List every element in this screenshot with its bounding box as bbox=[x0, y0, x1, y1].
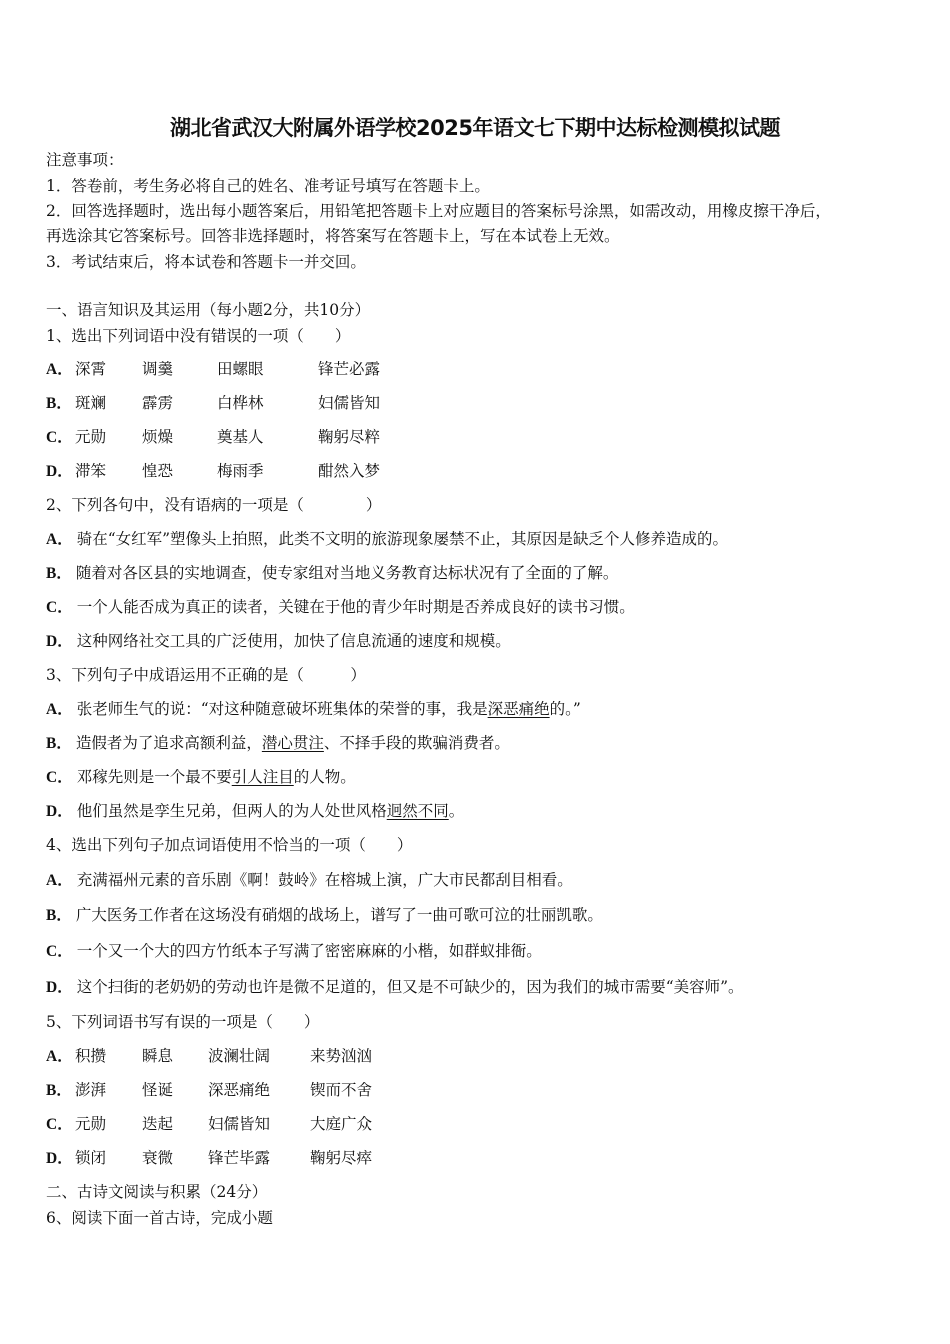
option-label: B． bbox=[46, 395, 72, 412]
option-b bbox=[46, 393, 381, 414]
option-word: 妇儒皆知 bbox=[318, 394, 381, 412]
question-stem: 3、下列句子中成语运用不正确的是（ ） bbox=[46, 666, 366, 684]
option-b bbox=[46, 563, 618, 584]
option-word: 大庭广众 bbox=[310, 1115, 373, 1133]
option-text: 充满福州元素的音乐剧《啊！鼓岭》在榕城上演，广大市民都刮目相看。 bbox=[76, 871, 573, 889]
option-b bbox=[46, 1080, 373, 1101]
option-label: C． bbox=[46, 943, 73, 960]
option-text: 广大医务工作者在这场没有硝烟的战场上，谱写了一曲可歌可泣的壮丽凯歌。 bbox=[75, 906, 603, 924]
option-d bbox=[46, 631, 511, 652]
option-label: B． bbox=[46, 565, 72, 582]
option-d bbox=[46, 1148, 373, 1169]
question-stem: 4、选出下列句子加点词语使用不恰当的一项（ ） bbox=[46, 836, 413, 854]
option-label: A． bbox=[46, 531, 73, 548]
option-label: C． bbox=[46, 769, 73, 786]
option-label: A． bbox=[46, 872, 73, 889]
notice-line: 再选涂其它答案标号。回答非选择题时，将答案写在答题卡上，写在本试卷上无效。 bbox=[46, 227, 620, 245]
option-word: 锋芒必露 bbox=[318, 360, 381, 378]
page-title: 湖北省武汉大附属外语学校2025年语文七下期中达标检测模拟试题 bbox=[170, 116, 780, 140]
option-b bbox=[46, 733, 510, 754]
underlined-idiom: 潜心贯注 bbox=[261, 734, 324, 752]
option-text: 造假者为了追求高额利益， bbox=[75, 734, 262, 752]
option-a bbox=[46, 359, 381, 380]
option-word: 怪诞 bbox=[142, 1081, 174, 1099]
option-label: B． bbox=[46, 735, 72, 752]
option-word: 波澜壮阔 bbox=[208, 1047, 271, 1065]
question-stem: 1、选出下列词语中没有错误的一项（ ） bbox=[46, 327, 351, 345]
option-word: 霹雳 bbox=[142, 394, 174, 412]
option-text: 这个扫街的老奶奶的劳动也许是微不足道的，但又是不可缺少的，因为我们的城市需要“美容师”。 bbox=[76, 978, 744, 996]
option-text: 、不择手段的欺骗消费者。 bbox=[323, 734, 510, 752]
option-label: D． bbox=[46, 633, 73, 650]
option-word: 深恶痛绝 bbox=[208, 1081, 271, 1099]
option-word: 奠基人 bbox=[217, 428, 264, 446]
option-word: 田螺眼 bbox=[217, 360, 264, 378]
option-word: 斑斓 bbox=[75, 394, 107, 412]
notice-line: 2．回答选择题时，选出每小题答案后，用铅笔把答题卡上对应题目的答案标号涂黑，如需改动，用橡皮擦干净后， bbox=[46, 202, 831, 220]
option-text: 邓稼先则是一个最不要 bbox=[76, 768, 232, 786]
question-stem: 5、下列词语书写有误的一项是（ ） bbox=[46, 1013, 320, 1031]
option-text: 的。” bbox=[549, 700, 581, 718]
underlined-idiom: 引人注目 bbox=[231, 768, 294, 786]
option-word: 锋芒毕露 bbox=[208, 1149, 271, 1167]
option-word: 鞠躬尽瘁 bbox=[310, 1149, 373, 1167]
notice-line: 1．答卷前，考生务必将自己的姓名、准考证号填写在答题卡上。 bbox=[46, 177, 490, 195]
option-word: 积攒 bbox=[75, 1047, 107, 1065]
option-word: 白桦林 bbox=[217, 394, 264, 412]
section-heading: 一、语言知识及其运用（每小题2分，共10分） bbox=[46, 301, 371, 319]
option-word: 来势汹汹 bbox=[310, 1047, 373, 1065]
option-c bbox=[46, 427, 381, 448]
option-word: 衰微 bbox=[142, 1149, 174, 1167]
option-text: 他们虽然是孪生兄弟，但两人的为人处世风格 bbox=[76, 802, 387, 820]
option-c bbox=[46, 597, 635, 618]
underlined-idiom: 深恶痛绝 bbox=[487, 700, 550, 718]
option-text: 张老师生气的说：“对这种随意破坏班集体的荣誉的事，我是 bbox=[76, 700, 488, 718]
option-d bbox=[46, 461, 381, 482]
option-word: 妇儒皆知 bbox=[208, 1115, 271, 1133]
option-word: 锲而不舍 bbox=[310, 1081, 373, 1099]
option-c bbox=[46, 767, 356, 788]
option-word: 滞笨 bbox=[75, 462, 107, 480]
option-word: 澎湃 bbox=[75, 1081, 107, 1099]
option-a bbox=[46, 529, 728, 550]
option-word: 元勋 bbox=[75, 428, 107, 446]
option-label: D． bbox=[46, 463, 73, 480]
question-stem: 2、下列各句中，没有语病的一项是（ ） bbox=[46, 496, 382, 514]
option-label: A． bbox=[46, 1048, 73, 1065]
notice-heading: 注意事项： bbox=[46, 151, 124, 169]
option-c bbox=[46, 1114, 373, 1135]
option-word: 梅雨季 bbox=[217, 462, 264, 480]
option-c bbox=[46, 941, 542, 962]
option-label: D． bbox=[46, 1150, 73, 1167]
option-word: 鞠躬尽粹 bbox=[318, 428, 381, 446]
option-d bbox=[46, 977, 744, 998]
option-label: C． bbox=[46, 1116, 73, 1133]
option-word: 惶恐 bbox=[142, 462, 174, 480]
option-word: 烦燥 bbox=[142, 428, 174, 446]
option-label: B． bbox=[46, 907, 72, 924]
option-text: 随着对各区县的实地调查，使专家组对当地义务教育达标状况有了全面的了解。 bbox=[75, 564, 619, 582]
option-text: 一个人能否成为真正的读者，关键在于他的青少年时期是否养成良好的读书习惯。 bbox=[76, 598, 635, 616]
option-text: 这种网络社交工具的广泛使用，加快了信息流通的速度和规模。 bbox=[76, 632, 511, 650]
option-word: 锁闭 bbox=[75, 1149, 107, 1167]
underlined-idiom: 迥然不同 bbox=[386, 802, 449, 820]
option-word: 瞬息 bbox=[142, 1047, 174, 1065]
notice-line: 3．考试结束后，将本试卷和答题卡一并交回。 bbox=[46, 253, 366, 271]
option-word: 调羹 bbox=[142, 360, 174, 378]
option-label: A． bbox=[46, 701, 73, 718]
option-label: C． bbox=[46, 599, 73, 616]
section-heading: 二、古诗文阅读与积累（24分） bbox=[46, 1183, 268, 1201]
option-label: A． bbox=[46, 361, 73, 378]
question-stem: 6、阅读下面一首古诗，完成小题 bbox=[46, 1209, 273, 1227]
option-text: 的人物。 bbox=[293, 768, 356, 786]
option-word: 酣然入梦 bbox=[318, 462, 381, 480]
option-label: D． bbox=[46, 803, 73, 820]
option-text: 骑在“女红军”塑像头上拍照，此类不文明的旅游现象屡禁不止，其原因是缺乏个人修养造成的。 bbox=[76, 530, 729, 548]
option-a bbox=[46, 1046, 373, 1067]
option-a bbox=[46, 699, 581, 720]
option-word: 元勋 bbox=[75, 1115, 107, 1133]
option-word: 深霄 bbox=[75, 360, 107, 378]
option-label: B． bbox=[46, 1082, 72, 1099]
option-d bbox=[46, 801, 464, 822]
option-label: C． bbox=[46, 429, 73, 446]
option-label: D． bbox=[46, 979, 73, 996]
option-b bbox=[46, 905, 603, 926]
option-text: 。 bbox=[448, 802, 465, 820]
option-text: 一个又一个大的四方竹纸本子写满了密密麻麻的小楷，如群蚁排衙。 bbox=[76, 942, 542, 960]
option-a bbox=[46, 870, 573, 891]
option-word: 迭起 bbox=[142, 1115, 174, 1133]
